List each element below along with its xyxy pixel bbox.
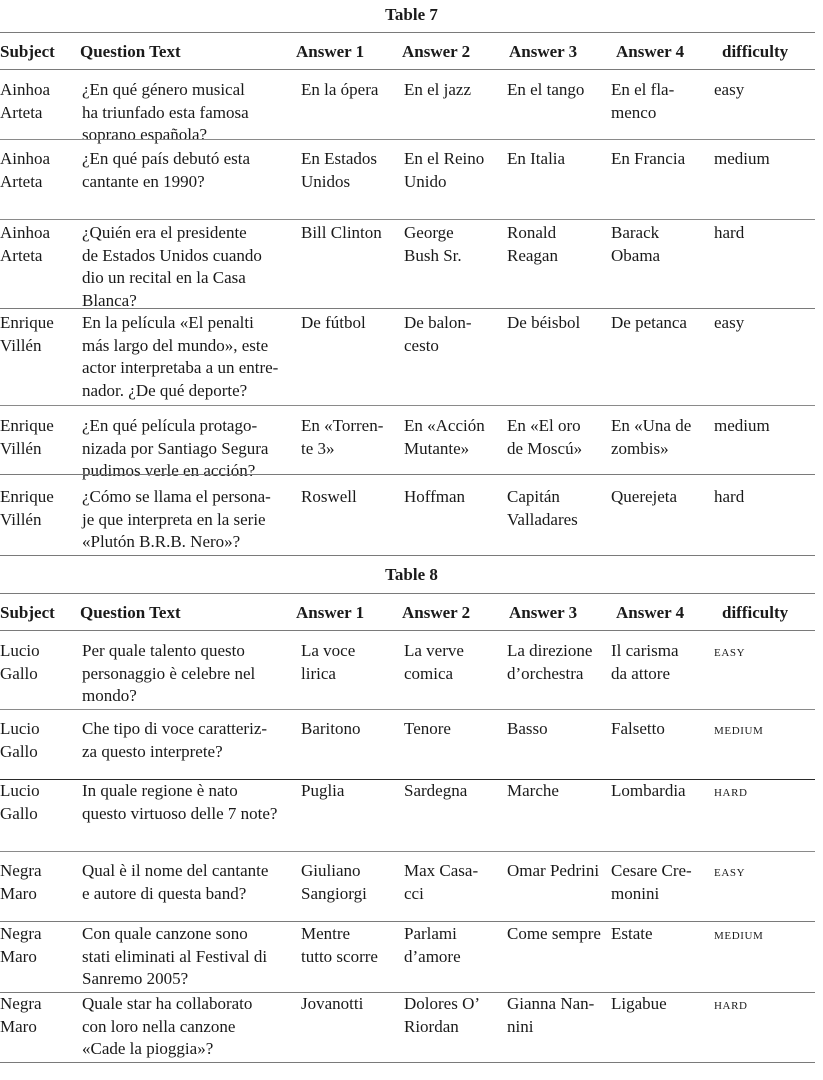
cell-line: Che tipo di voce caratteriz- <box>82 719 268 738</box>
cell-line: De béisbol <box>507 313 581 332</box>
answer-1-cell <box>301 148 401 193</box>
question-text-cell <box>82 780 302 825</box>
cell-line: Ligabue <box>611 994 667 1013</box>
cell-line: ¿En qué película protago- <box>82 416 258 435</box>
cell-line: En el Reino <box>404 149 485 168</box>
cell-line: comica <box>404 663 454 683</box>
cell-line: dio un recital en la Casa <box>82 268 246 287</box>
cell-line: Lucio <box>0 641 40 660</box>
cell-line: Negra <box>0 924 42 943</box>
cell-line: Il carisma <box>611 641 679 660</box>
question-text-cell <box>82 860 302 905</box>
cell-line: La direzione <box>507 641 593 660</box>
cell-line: da attore <box>611 663 670 683</box>
answer-4-cell <box>611 860 711 905</box>
cell-line: George <box>404 223 454 242</box>
header-subject: Subject <box>0 42 55 61</box>
answer-2-cell <box>404 718 504 741</box>
answer-2-cell <box>404 993 504 1038</box>
subject-cell <box>0 222 78 267</box>
answer-4-cell <box>611 222 711 267</box>
cell-line: In quale regione è nato <box>82 781 238 800</box>
header-answer-1: Answer 1 <box>296 603 365 622</box>
cell-line: Villén <box>0 509 42 529</box>
answer-1-cell <box>301 993 401 1016</box>
cell-line: La verve <box>404 641 464 660</box>
question-text-cell <box>82 79 302 147</box>
cell-line: De fútbol <box>301 313 366 332</box>
cell-line: En «Acción <box>404 416 485 435</box>
cell-line: En «Torren- <box>301 416 384 435</box>
cell-line: d’orchestra <box>507 663 584 683</box>
row-separator <box>0 555 815 556</box>
answer-1-cell <box>301 718 401 741</box>
cell-line: ha triunfado esta famosa <box>82 102 249 122</box>
cell-line: Roswell <box>301 487 357 506</box>
cell-line: Arteta <box>0 245 43 265</box>
cell-line: e autore di questa band? <box>82 883 247 903</box>
cell-line: Max Casa- <box>404 861 479 880</box>
cell-line: Gallo <box>0 663 38 683</box>
table-top-rule <box>0 32 815 33</box>
cell-line: Negra <box>0 861 42 880</box>
cell-line: Lucio <box>0 781 40 800</box>
cell-line: En la ópera <box>301 80 379 99</box>
answer-3-cell <box>507 640 607 685</box>
cell-line: za questo interprete? <box>82 741 223 761</box>
cell-line: tutto scorre <box>301 946 378 966</box>
question-text-cell <box>82 640 302 708</box>
cell-line: Jovanotti <box>301 994 364 1013</box>
row-separator <box>0 779 815 780</box>
answer-2-cell <box>404 415 504 460</box>
header-difficulty: difficulty <box>722 42 789 61</box>
cell-line: Gallo <box>0 803 38 823</box>
cell-line: Come sempre <box>507 924 601 943</box>
header-question-text: Question Text <box>80 42 181 61</box>
cell-line: Falsetto <box>611 719 665 738</box>
cell-line: Lucio <box>0 719 40 738</box>
header-difficulty: difficulty <box>722 603 789 622</box>
cell-line: De balon- <box>404 313 472 332</box>
cell-line: Estate <box>611 924 653 943</box>
difficulty-cell: medium <box>714 927 764 943</box>
answer-4-cell <box>611 148 711 171</box>
answer-2-cell <box>404 860 504 905</box>
answer-1-cell <box>301 222 401 245</box>
cell-line: Obama <box>611 245 661 265</box>
header-subject: Subject <box>0 603 55 622</box>
cell-line: te 3» <box>301 438 335 458</box>
cell-line: En el tango <box>507 80 585 99</box>
cell-line: más largo del mundo», este <box>82 335 269 355</box>
cell-line: Giuliano <box>301 861 361 880</box>
cell-line: Quale star ha collaborato <box>82 994 253 1013</box>
cell-line: pudimos verle en acción? <box>82 461 256 480</box>
cell-line: monini <box>611 883 660 903</box>
question-text-cell <box>82 486 302 554</box>
difficulty-cell: easy <box>714 80 745 99</box>
answer-1-cell <box>301 860 401 905</box>
header-rule <box>0 630 815 631</box>
difficulty-cell: medium <box>714 722 764 738</box>
cell-line: Puglia <box>301 781 345 800</box>
cell-line: Maro <box>0 1016 37 1036</box>
header-answer-2: Answer 2 <box>402 603 471 622</box>
cell-line: lirica <box>301 663 336 683</box>
header-answer-4: Answer 4 <box>616 603 685 622</box>
difficulty-cell: hard <box>714 784 748 800</box>
answer-4-cell <box>611 312 711 335</box>
cell-line: En Italia <box>507 149 566 168</box>
question-text-cell <box>82 312 302 402</box>
difficulty-cell: hard <box>714 223 745 242</box>
cell-line: Bush Sr. <box>404 245 462 265</box>
cell-line: Querejeta <box>611 487 678 506</box>
cell-line: Enrique <box>0 487 54 506</box>
answer-3-cell <box>507 780 607 803</box>
question-text-cell <box>82 148 302 193</box>
cell-line: je que interpreta en la serie <box>82 509 266 529</box>
difficulty-cell: medium <box>714 149 770 168</box>
question-text-cell <box>82 993 302 1061</box>
row-separator <box>0 308 815 309</box>
header-question-text: Question Text <box>80 603 181 622</box>
row-separator <box>0 992 815 993</box>
answer-3-cell <box>507 312 607 335</box>
difficulty-cell: easy <box>714 644 746 660</box>
cell-line: ¿En qué país debutó esta <box>82 149 251 168</box>
answer-4-cell <box>611 993 711 1016</box>
cell-line: En Francia <box>611 149 686 168</box>
answer-2-cell <box>404 222 504 267</box>
subject-cell <box>0 780 78 825</box>
cell-line: ¿En qué género musical <box>82 80 245 99</box>
answer-3-cell <box>507 415 607 460</box>
answer-1-cell <box>301 780 401 803</box>
answer-2-cell <box>404 312 504 357</box>
cell-line: stati eliminati al Festival di <box>82 946 268 966</box>
row-separator <box>0 474 815 475</box>
cell-line: ¿Cómo se llama el persona- <box>82 487 271 506</box>
cell-line: actor interpretaba a un entre- <box>82 358 279 377</box>
answer-4-cell <box>611 718 711 741</box>
answer-1-cell <box>301 640 401 685</box>
subject-cell <box>0 993 78 1038</box>
header-answer-4: Answer 4 <box>616 42 685 61</box>
cell-line: Mutante» <box>404 438 470 458</box>
answer-4-cell <box>611 780 711 803</box>
cell-line: En «Una de <box>611 416 692 435</box>
cell-line: Villén <box>0 335 42 355</box>
cell-line: d’amore <box>404 946 461 966</box>
answer-1-cell <box>301 312 401 335</box>
cell-line: Per quale talento questo <box>82 641 245 660</box>
cell-line: mondo? <box>82 686 137 705</box>
cell-line: Unidos <box>301 171 351 191</box>
row-separator <box>0 921 815 922</box>
question-text-cell <box>82 415 302 483</box>
answer-2-cell <box>404 780 504 803</box>
cell-line: En el jazz <box>404 80 472 99</box>
row-separator <box>0 219 815 220</box>
subject-cell <box>0 415 78 460</box>
cell-line: Villén <box>0 438 42 458</box>
cell-line: Ronald <box>507 223 557 242</box>
answer-1-cell <box>301 486 401 509</box>
row-separator <box>0 1062 815 1063</box>
cell-line: En Estados <box>301 149 378 168</box>
answer-3-cell <box>507 860 607 883</box>
table-caption: Table 7 <box>385 5 438 24</box>
cell-line: Bill Clinton <box>301 223 382 242</box>
cell-line: zombis» <box>611 438 669 458</box>
header-answer-3: Answer 3 <box>509 42 578 61</box>
difficulty-cell: easy <box>714 864 746 880</box>
question-text-cell <box>82 222 302 312</box>
answer-2-cell <box>404 148 504 193</box>
cell-line: En la película «El penalti <box>82 313 254 332</box>
cell-line: En el fla- <box>611 80 675 99</box>
answer-3-cell <box>507 486 607 531</box>
question-text-cell <box>82 718 302 763</box>
cell-line: Riordan <box>404 1016 459 1036</box>
cell-line: Con quale canzone sono <box>82 924 248 943</box>
cell-line: Sangiorgi <box>301 883 367 903</box>
cell-line: Gianna Nan- <box>507 994 595 1013</box>
cell-line: Cesare Cre- <box>611 861 692 880</box>
subject-cell <box>0 860 78 905</box>
answer-4-cell <box>611 415 711 460</box>
question-text-cell <box>82 923 302 991</box>
cell-line: Ainhoa <box>0 149 51 168</box>
subject-cell <box>0 718 78 763</box>
row-separator <box>0 851 815 852</box>
cell-line: cci <box>404 883 424 903</box>
cell-line: cantante en 1990? <box>82 171 205 191</box>
answer-1-cell <box>301 923 401 968</box>
answer-2-cell <box>404 486 504 509</box>
row-separator <box>0 709 815 710</box>
difficulty-cell: hard <box>714 487 745 506</box>
cell-line: Enrique <box>0 313 54 332</box>
cell-line: menco <box>611 102 657 122</box>
difficulty-cell: hard <box>714 997 748 1013</box>
cell-line: Negra <box>0 994 42 1013</box>
cell-line: Baritono <box>301 719 361 738</box>
cell-line: Parlami <box>404 924 457 943</box>
cell-line: Ainhoa <box>0 80 51 99</box>
answer-2-cell <box>404 640 504 685</box>
cell-line: nizada por Santiago Segura <box>82 438 269 458</box>
row-separator <box>0 405 815 406</box>
header-answer-1: Answer 1 <box>296 42 365 61</box>
cell-line: Valladares <box>507 509 578 529</box>
cell-line: Gallo <box>0 741 38 761</box>
subject-cell <box>0 312 78 357</box>
cell-line: Blanca? <box>82 290 137 310</box>
cell-line: Omar Pedrini <box>507 861 600 880</box>
cell-line: Ainhoa <box>0 223 51 242</box>
cell-line: Qual è il nome del cantante <box>82 861 269 880</box>
cell-line: nador. ¿De qué deporte? <box>82 380 248 400</box>
cell-line: personaggio è celebre nel <box>82 663 256 683</box>
cell-line: Dolores O’ <box>404 994 481 1013</box>
answer-1-cell <box>301 79 401 102</box>
cell-line: Capitán <box>507 487 560 506</box>
answer-3-cell <box>507 923 607 946</box>
answer-2-cell <box>404 79 504 102</box>
answer-3-cell <box>507 222 607 267</box>
answer-4-cell <box>611 486 711 509</box>
cell-line: La voce <box>301 641 356 660</box>
cell-line: cesto <box>404 335 439 355</box>
cell-line: Maro <box>0 946 37 966</box>
answer-4-cell <box>611 79 711 124</box>
cell-line: Sanremo 2005? <box>82 969 189 988</box>
cell-line: Enrique <box>0 416 54 435</box>
cell-line: De petanca <box>611 313 687 332</box>
cell-line: En «El oro <box>507 416 581 435</box>
cell-line: Marche <box>507 781 559 800</box>
difficulty-cell: easy <box>714 313 745 332</box>
answer-3-cell <box>507 148 607 171</box>
cell-line: «Cade la pioggia»? <box>82 1039 214 1058</box>
cell-line: Arteta <box>0 171 43 191</box>
cell-line: de Estados Unidos cuando <box>82 245 262 265</box>
cell-line: con loro nella canzone <box>82 1016 236 1036</box>
cell-line: Arteta <box>0 102 43 122</box>
cell-line: Hoffman <box>404 487 466 506</box>
cell-line: Sardegna <box>404 781 468 800</box>
answer-4-cell <box>611 923 711 946</box>
cell-line: soprano española? <box>82 125 208 144</box>
answer-3-cell <box>507 993 607 1038</box>
cell-line: Maro <box>0 883 37 903</box>
cell-line: nini <box>507 1016 534 1036</box>
cell-line: Mentre <box>301 924 351 943</box>
cell-line: Unido <box>404 171 447 191</box>
cell-line: de Moscú» <box>507 438 583 458</box>
cell-line: Basso <box>507 719 548 738</box>
cell-line: Lombardia <box>611 781 686 800</box>
difficulty-cell: medium <box>714 416 770 435</box>
answer-4-cell <box>611 640 711 685</box>
row-separator <box>0 139 815 140</box>
header-rule <box>0 69 815 70</box>
header-answer-3: Answer 3 <box>509 603 578 622</box>
cell-line: ¿Quién era el presidente <box>82 223 247 242</box>
cell-line: questo virtuoso delle 7 note? <box>82 803 278 823</box>
cell-line: «Plutón B.R.B. Nero»? <box>82 532 241 551</box>
subject-cell <box>0 79 78 124</box>
answer-3-cell <box>507 718 607 741</box>
answer-3-cell <box>507 79 607 102</box>
cell-line: Tenore <box>404 719 451 738</box>
subject-cell <box>0 486 78 531</box>
subject-cell <box>0 640 78 685</box>
subject-cell <box>0 923 78 968</box>
cell-line: Reagan <box>507 245 558 265</box>
answer-1-cell <box>301 415 401 460</box>
answer-2-cell <box>404 923 504 968</box>
subject-cell <box>0 148 78 193</box>
table-caption: Table 8 <box>385 565 438 584</box>
cell-line: Barack <box>611 223 660 242</box>
table-top-rule <box>0 593 815 594</box>
header-answer-2: Answer 2 <box>402 42 471 61</box>
